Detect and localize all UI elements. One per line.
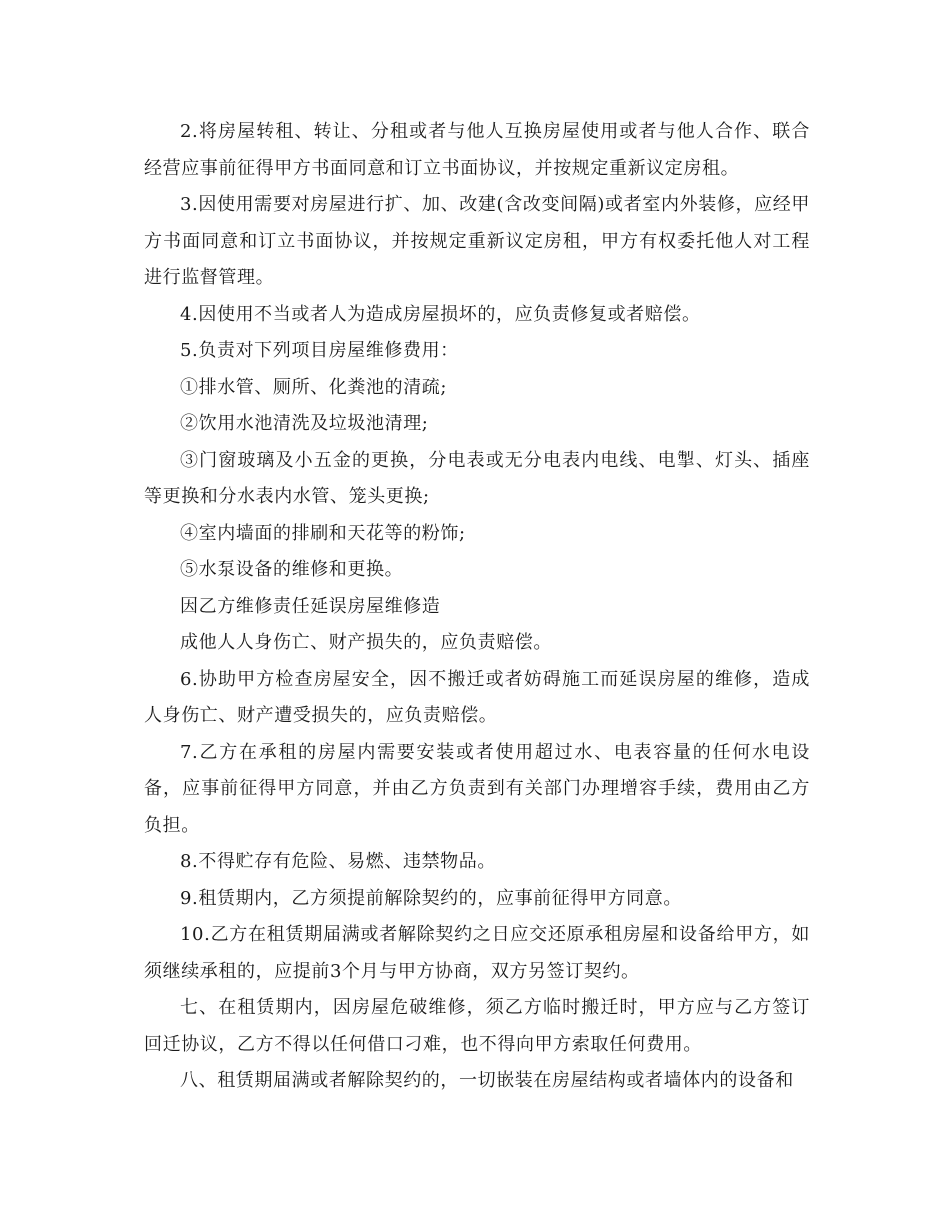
list-item-drainage: ①排水管、厕所、化粪池的清疏;: [180, 376, 448, 398]
paragraph-clause-4: 4.因使用不当或者人为造成房屋损坏的，应负责修复或者赔偿。: [180, 303, 701, 325]
paragraph-section-8: 八、租赁期届满或者解除契约的，一切嵌装在房屋结构或者墙体内的设备和: [180, 1070, 794, 1091]
list-item-pump: ⑤水泵设备的维修和更换。: [180, 559, 404, 580]
paragraph-section-7: 七、在租赁期内，因房屋危破维修，须乙方临时搬迁时，甲方应与乙方签订回迁协议，乙方不得以任何借口刁难，也不得向甲方索取任何费用。: [144, 997, 810, 1055]
paragraph-clause-2: 2.将房屋转租、转让、分租或者与他人互换房屋使用或者与他人合作、联合经营应事前征得甲方书面同意和订立书面协议，并按规定重新议定房租。: [144, 121, 810, 179]
paragraph-clause-9: 9.租赁期内，乙方须提前解除契约的，应事前征得甲方同意。: [180, 887, 682, 909]
paragraph-clause-10: 10.乙方在租赁期届满或者解除契约之日应交还原承租房屋和设备给甲方，如须继续承租的，应提前3个月与甲方协商，双方另签订契约。: [144, 924, 810, 982]
list-item-wall-painting: ④室内墙面的排刷和天花等的粉饰;: [180, 522, 466, 544]
paragraph-clause-5: 5.负责对下列项目房屋维修费用：: [180, 340, 459, 361]
paragraph-clause-7: 7.乙方在承租的房屋内需要安装或者使用超过水、电表容量的任何水电设备，应事前征得甲方同意，并由乙方负责到有关部门办理增容手续，费用由乙方负担。: [144, 741, 810, 836]
paragraph-clause-3: 3.因使用需要对房屋进行扩、加、改建(含改变间隔)或者室内外装修，应经甲方书面同意和订立书面协议，并按规定重新议定房租，甲方有权委托他人对工程进行监督管理。: [144, 194, 810, 288]
list-item-water-tank: ②饮用水池清洗及垃圾池清理;: [180, 413, 429, 434]
paragraph-clause-8: 8.不得贮存有危险、易燃、违禁物品。: [180, 851, 496, 872]
paragraph-repair-delay-cont: 成他人人身伤亡、财产损失的，应负责赔偿。: [180, 632, 552, 653]
paragraph-repair-delay: 因乙方维修责任延误房屋维修造: [180, 595, 441, 617]
paragraph-clause-6: 6.协助甲方检查房屋安全，因不搬迁或者妨碍施工而延误房屋的维修，造成人身伤亡、财产遭受损失的，应负责赔偿。: [144, 668, 810, 726]
list-item-hardware: ③门窗玻璃及小五金的更换，分电表或无分电表内电线、电掣、灯头、插座等更换和分水表内水管、笼头更换;: [144, 449, 810, 507]
